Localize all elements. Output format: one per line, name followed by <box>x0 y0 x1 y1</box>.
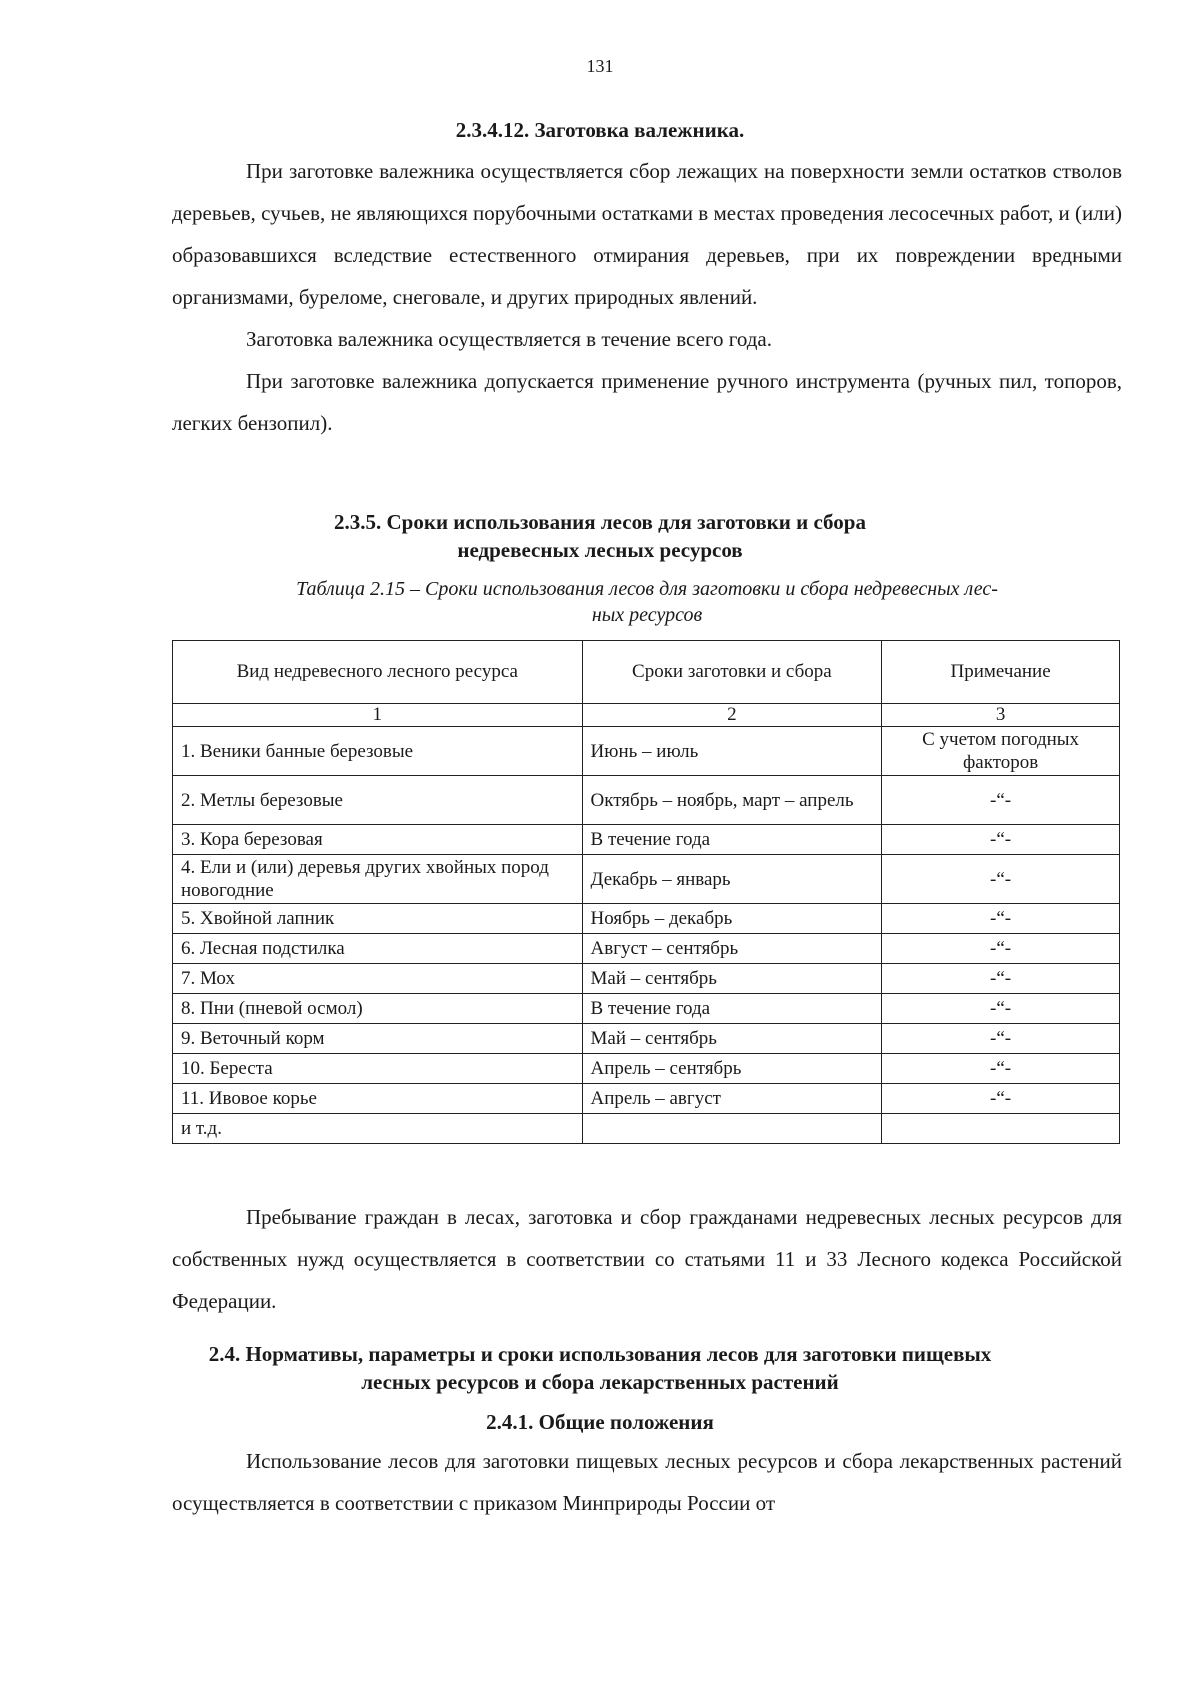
cell-resource: 8. Пни (пневой осмол) <box>173 994 583 1024</box>
cell-note: -“- <box>882 1024 1120 1054</box>
column-number: 1 <box>173 704 583 727</box>
cell-period: Апрель – сентябрь <box>582 1054 882 1084</box>
cell-period: Май – сентябрь <box>582 964 882 994</box>
table-row <box>173 1024 1120 1054</box>
cell-resource: 3. Кора березовая <box>173 825 583 855</box>
cell-note: С учетом погодных факторов <box>882 727 1120 776</box>
table-caption <box>172 576 1122 628</box>
table-row <box>173 825 1120 855</box>
cell-note: -“- <box>882 825 1120 855</box>
column-number-row <box>173 704 1120 727</box>
cell-note: -“- <box>882 934 1120 964</box>
cell-resource: 9. Веточный корм <box>173 1024 583 1054</box>
heading-line: недревесных лесных ресурсов <box>457 538 743 562</box>
cell-period: В течение года <box>582 825 882 855</box>
cell-note: -“- <box>882 1084 1120 1114</box>
section-heading-2-4-1: 2.4.1. Общие положения <box>486 1410 714 1434</box>
paragraph: При заготовке валежника осуществляется сбор лежащих на поверхности земли остатков стволов деревьев, сучьев, не являющихся порубочными остатками в местах проведения лесосечных работ, и (или) образовавшихся вследствие естественного отмирания деревьев, при их повреждении вредными организмами, буреломе, снеговале, и других природных явлений. <box>172 159 1122 309</box>
column-number: 2 <box>582 704 882 727</box>
cell-note: -“- <box>882 964 1120 994</box>
cell-period: Апрель – август <box>582 1084 882 1114</box>
cell-note: -“- <box>882 1054 1120 1084</box>
cell-resource: 5. Хвойной лапник <box>173 904 583 934</box>
table-row <box>173 904 1120 934</box>
cell-note: -“- <box>882 994 1120 1024</box>
table-row <box>173 776 1120 825</box>
table-header-row <box>173 641 1120 704</box>
section-2-3-4-12-body <box>172 150 1122 444</box>
table-row <box>173 1084 1120 1114</box>
cell-note: -“- <box>882 904 1120 934</box>
header-note: Примечание <box>882 641 1120 704</box>
cell-resource: и т.д. <box>173 1114 583 1144</box>
cell-period: Август – сентябрь <box>582 934 882 964</box>
caption-line: ных ресурсов <box>591 604 703 626</box>
table-row <box>173 1114 1120 1144</box>
section-heading-2-3-5 <box>0 508 1200 564</box>
header-period: Сроки заготовки и сбора <box>582 641 882 704</box>
table-row <box>173 727 1120 776</box>
cell-period: Май – сентябрь <box>582 1024 882 1054</box>
cell-period: Октябрь – ноябрь, март – апрель <box>582 776 882 825</box>
page-number: 131 <box>586 56 614 76</box>
paragraph: Использование лесов для заготовки пищевых лесных ресурсов и сбора лекарственных растений осуществляется в соответствии с приказом Минприроды России от <box>172 1449 1122 1515</box>
table-row <box>173 964 1120 994</box>
table-row <box>173 934 1120 964</box>
cell-resource: 4. Ели и (или) деревья других хвойных пород новогодние <box>173 855 583 904</box>
cell-note: -“- <box>882 855 1120 904</box>
cell-period <box>582 1114 882 1144</box>
cell-resource: 2. Метлы березовые <box>173 776 583 825</box>
heading-line: лесных ресурсов и сбора лекарственных растений <box>361 1370 839 1394</box>
cell-period: Ноябрь – декабрь <box>582 904 882 934</box>
cell-period: Декабрь – январь <box>582 855 882 904</box>
column-number: 3 <box>882 704 1120 727</box>
section-heading-2-4 <box>0 1340 1200 1396</box>
cell-resource: 11. Ивовое корье <box>173 1084 583 1114</box>
cell-note: -“- <box>882 776 1120 825</box>
table-row <box>173 994 1120 1024</box>
paragraph: При заготовке валежника допускается применение ручного инструмента (ручных пил, топоров, легких бензопил). <box>172 369 1122 435</box>
section-2-4-1-body <box>172 1440 1122 1524</box>
heading-line: 2.3.5. Сроки использования лесов для заготовки и сбора <box>334 510 866 534</box>
after-table-body <box>172 1196 1122 1322</box>
cell-resource: 7. Мох <box>173 964 583 994</box>
cell-period: Июнь – июль <box>582 727 882 776</box>
header-resource: Вид недревесного лесного ресурса <box>173 641 583 704</box>
table-row <box>173 1054 1120 1084</box>
cell-resource: 1. Веники банные березовые <box>173 727 583 776</box>
section-heading-2-3-4-12: 2.3.4.12. Заготовка валежника. <box>455 118 745 142</box>
cell-note <box>882 1114 1120 1144</box>
cell-resource: 10. Береста <box>173 1054 583 1084</box>
cell-period: В течение года <box>582 994 882 1024</box>
paragraph: Пребывание граждан в лесах, заготовка и сбор гражданами недревесных лесных ресурсов для собственных нужд осуществляется в соответствии со статьями 11 и 33 Лесного кодекса Российской Федерации. <box>172 1205 1122 1313</box>
heading-line: 2.4. Нормативы, параметры и сроки использования лесов для заготовки пищевых <box>208 1342 992 1366</box>
table-row <box>173 855 1120 904</box>
cell-resource: 6. Лесная подстилка <box>173 934 583 964</box>
paragraph: Заготовка валежника осуществляется в течение всего года. <box>246 327 772 351</box>
non-timber-resources-table <box>172 640 1120 1144</box>
caption-line: Таблица 2.15 – Сроки использования лесов для заготовки и сбора недревесных лес- <box>296 578 998 600</box>
